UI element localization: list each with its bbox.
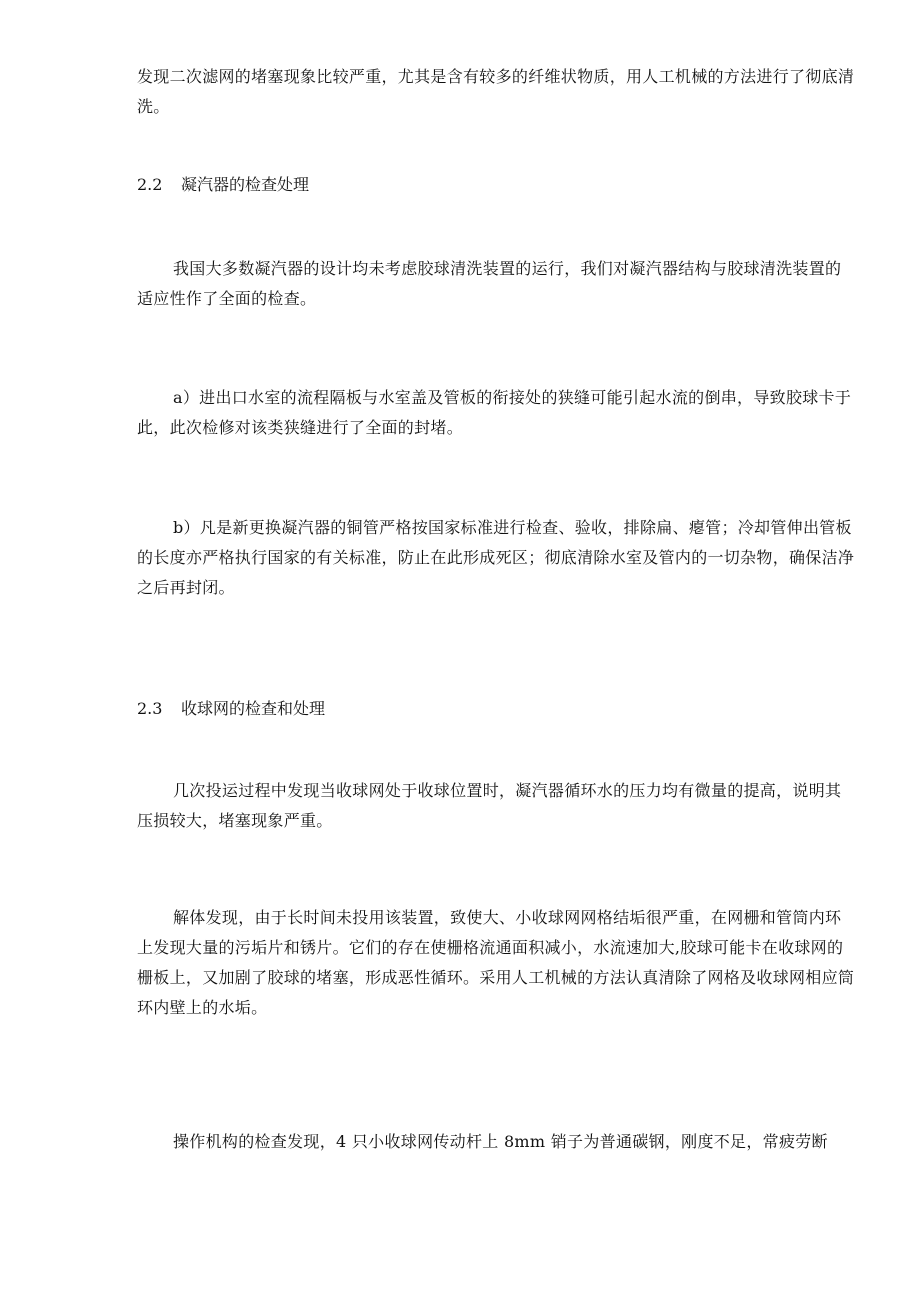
section-heading-2-3 bbox=[137, 694, 325, 724]
section-title: 收球网的检查和处理 bbox=[181, 699, 326, 718]
section-title: 凝汽器的检查处理 bbox=[181, 175, 310, 194]
paragraph-2-3-2: 解体发现，由于长时间未投用该装置，致使大、小收球网网格结垢很严重，在网栅和管筒内环上发现大量的污垢片和锈片。它们的存在使栅格流通面积减小，水流速加大,胶球可能卡在收球网的栅板上，又加剧了胶球的堵塞，形成恶性循环。采用人工机械的方法认真清除了网格及收球网相应筒环内壁上的水垢。 bbox=[137, 908, 855, 1017]
paragraph-2-3-1: 几次投运过程中发现当收球网处于收球位置时，凝汽器循环水的压力均有微量的提高，说明其压损较大，堵塞现象严重。 bbox=[137, 781, 842, 830]
paragraph-2-2-item-b: b）凡是新更换凝汽器的铜管严格按国家标准进行检查、验收，排除扁、瘪管；冷却管伸出管板的长度亦严格执行国家的有关标准，防止在此形成死区；彻底清除水室及管内的一切杂物，确保洁净之后再封闭。 bbox=[137, 518, 855, 597]
paragraph-intro: 发现二次滤网的堵塞现象比较严重，尤其是含有较多的纤维状物质，用人工机械的方法进行了彻底清洗。 bbox=[137, 67, 855, 116]
section-number: 2.3 bbox=[137, 699, 163, 718]
paragraph-2-2-intro: 我国大多数凝汽器的设计均未考虑胶球清洗装置的运行，我们对凝汽器结构与胶球清洗装置的适应性作了全面的检查。 bbox=[137, 259, 842, 308]
paragraph-2-3-3: 操作机构的检查发现，4 只小收球网传动杆上 8mm 销子为普通碳钢，刚度不足，常疲劳断 bbox=[173, 1132, 828, 1151]
section-heading-2-2 bbox=[137, 170, 309, 200]
paragraph-2-2-item-a: a）进出口水室的流程隔板与水室盖及管板的衔接处的狭缝可能引起水流的倒串，导致胶球卡于此，此次检修对该类狭缝进行了全面的封堵。 bbox=[137, 388, 852, 437]
section-number: 2.2 bbox=[137, 175, 163, 194]
